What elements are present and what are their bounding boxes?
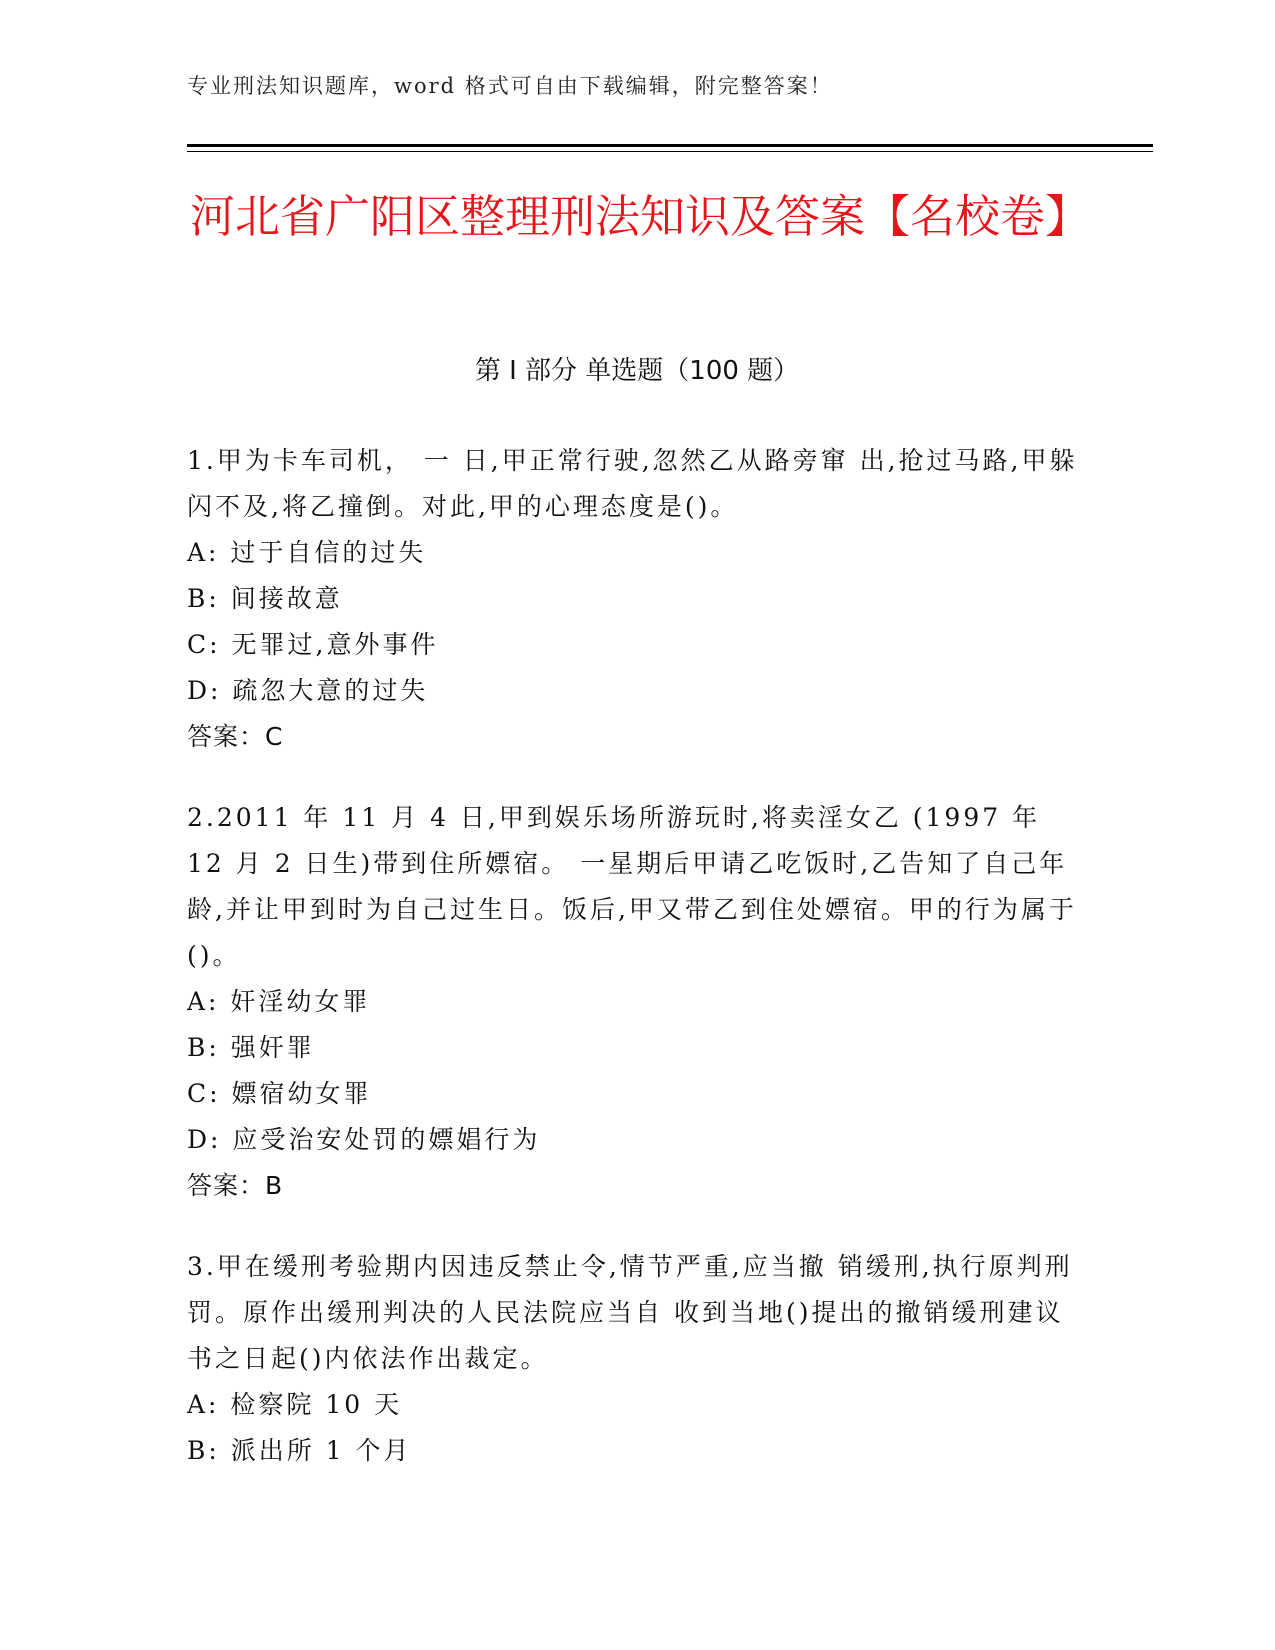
question-2 <box>187 795 1087 1209</box>
question-1 <box>187 438 1087 760</box>
question-list <box>187 438 1087 1509</box>
answer-line: 答案：C <box>187 722 284 751</box>
question-3 <box>187 1244 1087 1474</box>
option-a: A: 奸淫幼女罪 <box>187 987 371 1016</box>
option-d: D: 应受治安处罚的嫖娼行为 <box>187 1125 541 1154</box>
option-c: C: 无罪过,意外事件 <box>187 630 439 659</box>
option-c: C: 嫖宿幼女罪 <box>187 1079 372 1108</box>
option-b: B: 强奸罪 <box>187 1033 315 1062</box>
option-b: B: 派出所 1 个月 <box>187 1436 412 1465</box>
section-title: 第 I 部分 单选题（100 题） <box>474 356 800 386</box>
header-rule <box>187 144 1153 147</box>
option-a: A: 过于自信的过失 <box>187 538 427 567</box>
answer-line: 答案：B <box>187 1171 284 1200</box>
option-d: D: 疏忽大意的过失 <box>187 676 429 705</box>
question-stem: 2.2011 年 11 月 4 日,甲到娱乐场所游玩时,将卖淫女乙 (1997 年 12 月 2 日生)带到住所嫖宿。 一星期后甲请乙吃饭时,乙告知了自己年龄,并让甲到时为自己过生日。饭后,甲又带乙到住处嫖宿。甲的行为属于()。 <box>187 803 1077 970</box>
question-stem: 3.甲在缓刑考验期内因违反禁止令,情节严重,应当撤 销缓刑,执行原判刑罚。原作出缓刑判决的人民法院应当自 收到当地()提出的撤销缓刑建议书之日起()内依法作出裁定。 <box>187 1252 1073 1373</box>
option-b: B: 间接故意 <box>187 584 343 613</box>
option-a: A: 检察院 10 天 <box>187 1390 403 1419</box>
header-rule-thin <box>187 151 1153 152</box>
question-stem: 1.甲为卡车司机， 一 日,甲正常行驶,忽然乙从路旁窜 出,抢过马路,甲躲闪不及,将乙撞倒。对此,甲的心理态度是()。 <box>187 446 1078 521</box>
header-note: 专业刑法知识题库，word 格式可自由下载编辑，附完整答案！ <box>187 74 833 98</box>
document-title: 河北省广阳区整理刑法知识及答案【名校卷】 <box>190 190 1091 243</box>
